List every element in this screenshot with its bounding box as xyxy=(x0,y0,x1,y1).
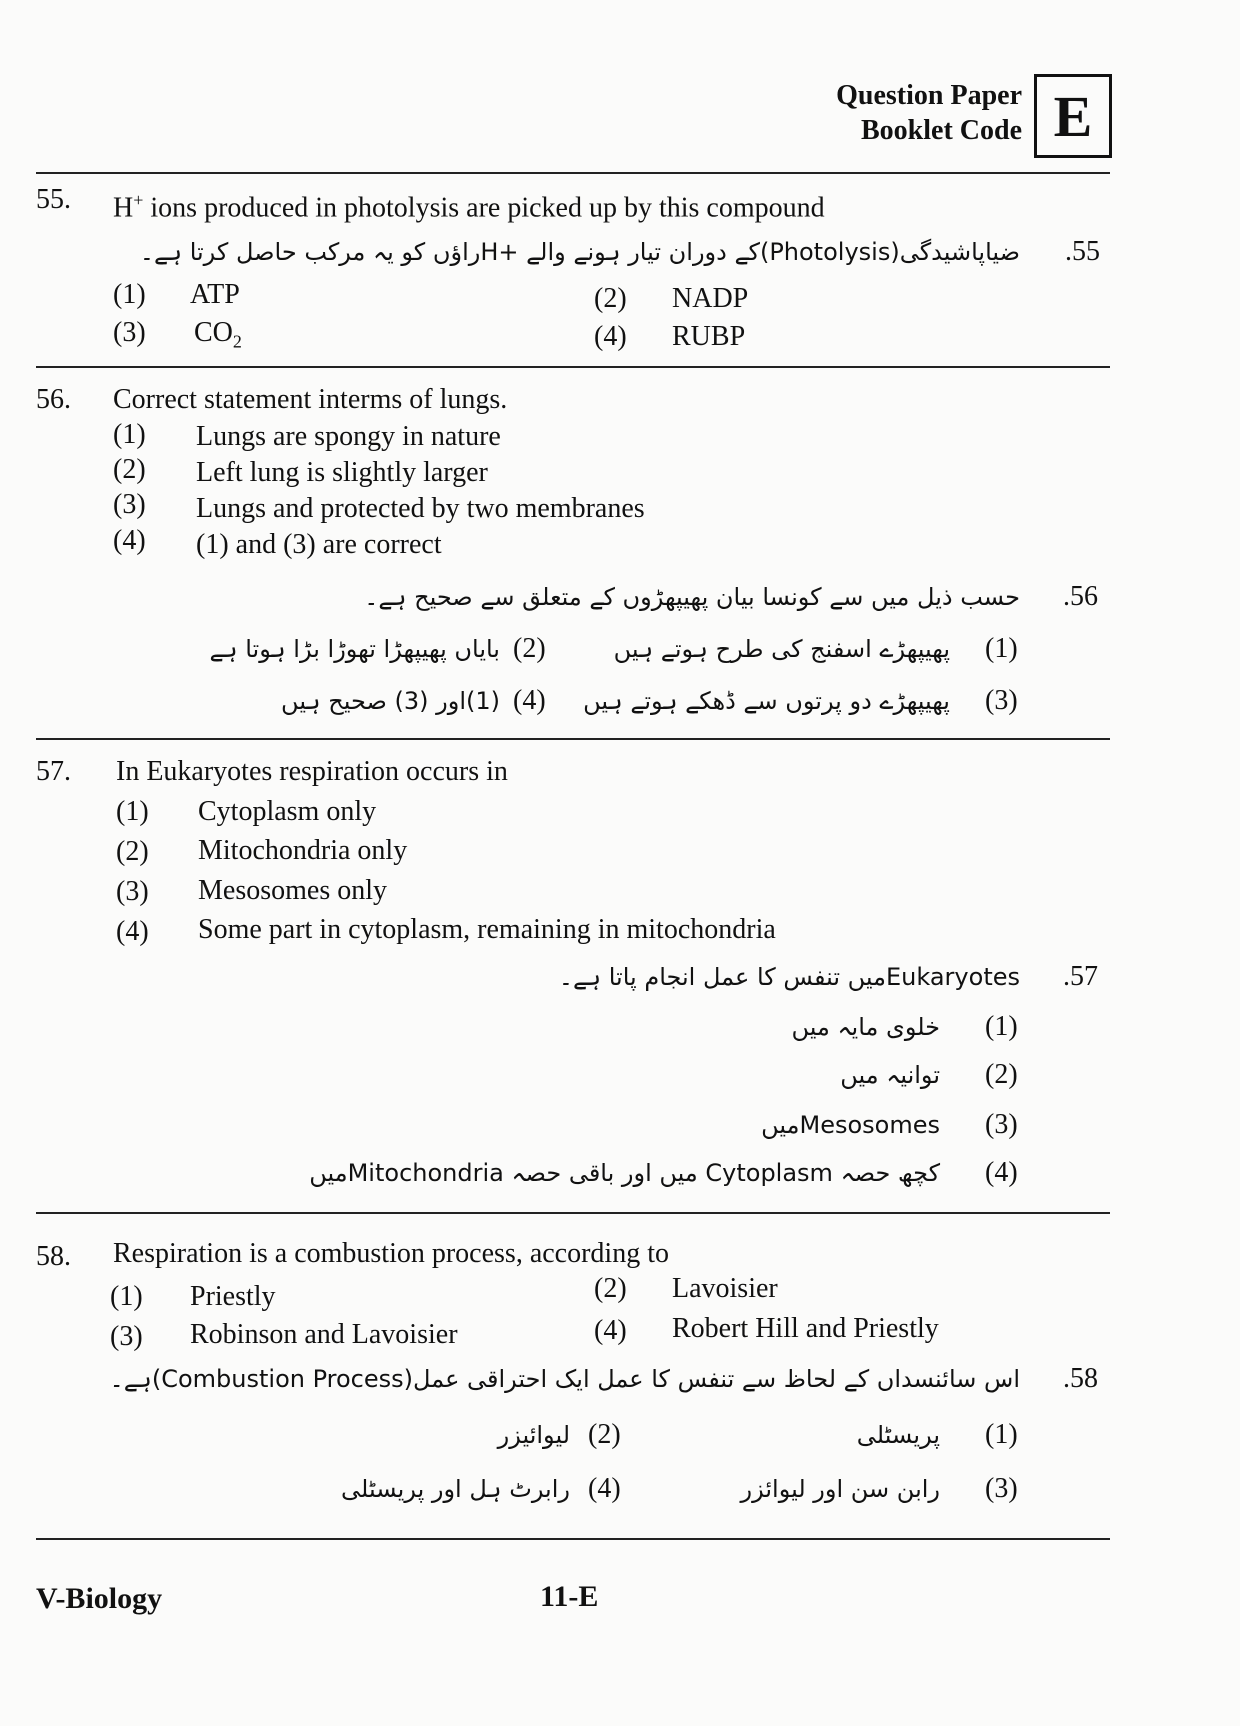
q56-number: 56. xyxy=(36,384,71,415)
q55-opt4-text: RUBP xyxy=(672,321,746,352)
q57-opt4-num: (4) xyxy=(116,916,149,947)
q56-opt3-num: (3) xyxy=(113,489,146,520)
q55-opt3-sub: 2 xyxy=(232,331,242,352)
q58-question: Respiration is a combustion process, according to xyxy=(113,1238,669,1269)
q56-ur-opt1-text: پھیپھڑے اسفنج کی طرح ہوتے ہیں xyxy=(613,635,950,663)
q58-opt1-num: (1) xyxy=(110,1281,143,1312)
q57-opt2-num: (2) xyxy=(116,836,149,867)
q58-opt2-num: (2) xyxy=(594,1273,627,1304)
q56-opt1-text: Lungs are spongy in nature xyxy=(196,421,501,452)
q58-ur-opt4-num: (4) xyxy=(588,1473,621,1504)
q55-rule xyxy=(36,366,1110,368)
q56-opt2-num: (2) xyxy=(113,454,146,485)
q56-question-urdu: حسب ذیل میں سے کونسا بیان پھیپھڑوں کے متعلق سے صحیح ہے۔ xyxy=(364,583,1020,611)
q56-question: Correct statement interms of lungs. xyxy=(113,384,508,415)
q57-ur-opt3-num: (3) xyxy=(985,1109,1018,1140)
header-rule xyxy=(36,172,1110,174)
q55-opt3-text xyxy=(194,316,242,359)
q55-opt2-num: (2) xyxy=(594,283,627,314)
q57-number-urdu: .57 xyxy=(1063,961,1098,992)
q55-opt1-text: ATP xyxy=(190,279,240,310)
q57-opt2-text: Mitochondria only xyxy=(198,835,408,866)
q58-opt2-text: Lavoisier xyxy=(672,1273,778,1304)
q56-ur-opt4-text: (1)اور (3) صحیح ہیں xyxy=(281,687,500,715)
q58-opt4-num: (4) xyxy=(594,1315,627,1346)
q57-opt4-text: Some part in cytoplasm, remaining in mitochondria xyxy=(198,914,776,945)
q57-opt1-num: (1) xyxy=(116,796,149,827)
q56-opt3-text: Lungs and protected by two membranes xyxy=(196,493,645,524)
q55-opt1-num: (1) xyxy=(113,279,146,310)
q57-ur-opt4-text: کچھ حصہ Cytoplasm میں اور باقی حصہ Mitochondriaمیں xyxy=(309,1159,940,1187)
q55-opt4-num: (4) xyxy=(594,321,627,352)
q55-opt2-text: NADP xyxy=(672,283,749,314)
q57-ur-opt1-num: (1) xyxy=(985,1011,1018,1042)
q58-number: 58. xyxy=(36,1241,71,1272)
q57-opt3-num: (3) xyxy=(116,876,149,907)
booklet-code-box: E xyxy=(1034,74,1112,158)
q57-ur-opt2-text: توانیہ میں xyxy=(840,1061,940,1089)
q57-ur-opt3-text: Mesosomesمیں xyxy=(761,1111,940,1139)
q56-opt4-text: (1) and (3) are correct xyxy=(196,529,442,560)
q58-opt3-text: Robinson and Lavoisier xyxy=(190,1319,458,1350)
q55-number: 55. xyxy=(36,184,71,215)
q55-question-text: ions produced in photolysis are picked up by this compound xyxy=(150,192,825,224)
q57-ur-opt4-num: (4) xyxy=(985,1157,1018,1188)
q55-h-plus: + xyxy=(133,190,144,210)
q57-number: 57. xyxy=(36,756,71,787)
footer-subject: V-Biology xyxy=(36,1582,163,1615)
q56-opt1-num: (1) xyxy=(113,419,146,450)
q58-ur-opt2-text: لیوائیزر xyxy=(497,1421,570,1449)
q56-ur-opt1-num: (1) xyxy=(985,633,1018,664)
q58-number-urdu: .58 xyxy=(1063,1363,1098,1394)
q56-ur-opt2-text: بایاں پھیپھڑا تھوڑا بڑا ہوتا ہے xyxy=(209,635,500,663)
q55-h: H xyxy=(113,192,134,224)
q56-ur-opt3-num: (3) xyxy=(985,685,1018,716)
q58-ur-opt3-num: (3) xyxy=(985,1473,1018,1504)
q58-ur-opt3-text: رابن سن اور لیوائزر xyxy=(740,1475,940,1503)
q58-rule xyxy=(36,1538,1110,1540)
q58-question-urdu: اس سائنسداں کے لحاظ سے تنفس کا عمل ایک احتراقی عمل(Combustion Process)ہے۔ xyxy=(109,1365,1020,1393)
q58-ur-opt2-num: (2) xyxy=(588,1419,621,1450)
q58-ur-opt1-text: پریسٹلی xyxy=(856,1421,940,1449)
q55-number-urdu: .55 xyxy=(1065,236,1100,267)
q56-ur-opt4-num: (4) xyxy=(513,685,546,716)
q57-question: In Eukaryotes respiration occurs in xyxy=(116,756,508,787)
booklet-code-line1: Question Paper xyxy=(836,80,1022,111)
q55-opt3-num: (3) xyxy=(113,317,146,348)
q58-opt1-text: Priestly xyxy=(190,1281,276,1312)
booklet-code-label xyxy=(760,78,1022,148)
q56-ur-opt2-num: (2) xyxy=(513,633,546,664)
q56-rule xyxy=(36,738,1110,740)
q58-ur-opt4-text: رابرٹ ہل اور پریسٹلی xyxy=(341,1475,570,1503)
q58-opt3-num: (3) xyxy=(110,1321,143,1352)
q57-opt3-text: Mesosomes only xyxy=(198,875,387,906)
booklet-code-line2: Booklet Code xyxy=(861,115,1022,146)
q57-ur-opt2-num: (2) xyxy=(985,1059,1018,1090)
q57-opt1-text: Cytoplasm only xyxy=(198,796,377,827)
q55-question xyxy=(113,183,825,225)
q57-ur-opt1-text: خلوی مایہ میں xyxy=(791,1013,940,1041)
q57-question-urdu: Eukaryotesمیں تنفس کا عمل انجام پاتا ہے۔ xyxy=(558,963,1020,991)
q58-opt4-text: Robert Hill and Priestly xyxy=(672,1313,939,1344)
q57-rule xyxy=(36,1212,1110,1214)
q56-number-urdu: .56 xyxy=(1063,581,1098,612)
q56-opt2-text: Left lung is slightly larger xyxy=(196,457,488,488)
q56-ur-opt3-text: پھیپھڑے دو پرتوں سے ڈھکے ہوتے ہیں xyxy=(583,687,950,715)
q56-opt4-num: (4) xyxy=(113,525,146,556)
q55-question-urdu: ضیاپاشیدگی(Photolysis)کے دوران تیار ہونے والے +Hراؤں کو یہ مرکب حاصل کرتا ہے۔ xyxy=(139,238,1020,266)
q58-ur-opt1-num: (1) xyxy=(985,1419,1018,1450)
footer-page-number: 11-E xyxy=(540,1580,599,1613)
q55-opt3-co: CO xyxy=(194,317,233,348)
